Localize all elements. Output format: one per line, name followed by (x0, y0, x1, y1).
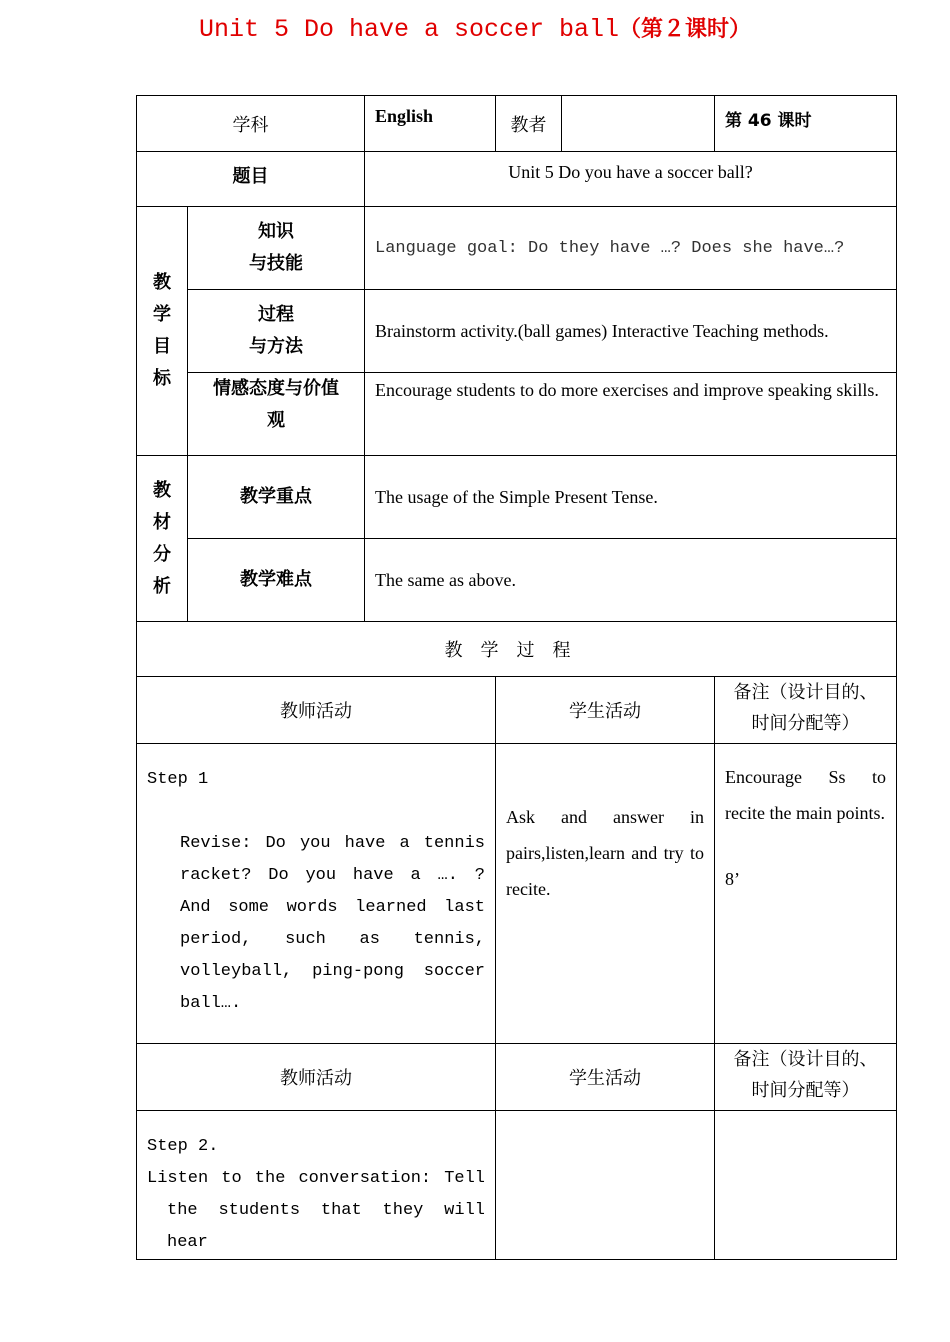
notes-header-line: 时间分配等） (751, 713, 860, 734)
topic-label: 题目 (137, 152, 365, 207)
subject-label: 学科 (137, 96, 365, 152)
analysis-group-cell (137, 456, 188, 622)
step2-row (137, 1111, 897, 1260)
student-activity-header: 学生活动 (496, 1044, 715, 1111)
objectives-group-cell (137, 207, 188, 456)
step1-teacher-cell (137, 744, 496, 1044)
process-header-row (137, 1044, 897, 1111)
objective-row (137, 373, 897, 456)
analysis-text: The usage of the Simple Present Tense. (365, 456, 897, 539)
objective-row (137, 290, 897, 373)
step2-notes-cell (715, 1111, 897, 1260)
notes-header-line: 备注（设计目的、 (733, 682, 878, 703)
analysis-group-label: 教材分析 (153, 479, 171, 597)
step1-student-text: Ask and answer in pairs,listen,learn and try to recite. (496, 744, 715, 1044)
objective-label-line: 与方法 (249, 336, 303, 357)
teacher-activity-header: 教师活动 (137, 677, 496, 744)
objective-label (188, 207, 365, 290)
step1-notes-text: Encourage Ss to recite the main points. (725, 767, 886, 823)
objective-text: Language goal: Do they have …? Does she have…? (365, 207, 897, 290)
analysis-label: 教学难点 (188, 539, 365, 622)
period-value: 第 46 课时 (715, 96, 897, 152)
teacher-label: 教者 (496, 96, 562, 152)
step1-title: Step 1 (147, 770, 209, 789)
step2-teacher-cell (137, 1111, 496, 1260)
teacher-activity-header: 教师活动 (137, 1044, 496, 1111)
analysis-row (137, 456, 897, 539)
step1-notes-cell (715, 744, 897, 1044)
objective-label-line: 过程 (258, 304, 294, 325)
notes-header-line: 时间分配等） (751, 1080, 860, 1101)
objective-text: Brainstorm activity.(ball games) Interactive Teaching methods. (365, 290, 897, 373)
analysis-label: 教学重点 (188, 456, 365, 539)
objective-label (188, 290, 365, 373)
step1-time: 8’ (725, 869, 740, 889)
notes-header (715, 1044, 897, 1111)
objective-text: Encourage students to do more exercises and improve speaking skills. (365, 373, 897, 456)
student-activity-header: 学生活动 (496, 677, 715, 744)
notes-header-line: 备注（设计目的、 (733, 1049, 878, 1070)
step2-teacher-line: the students that they will hear (167, 1201, 485, 1252)
objectives-group-label: 教学目标 (153, 272, 171, 389)
info-row (137, 96, 897, 152)
subject-value: English (365, 96, 496, 152)
title-english: Unit 5 Do have a soccer ball (198, 15, 620, 44)
objective-row (137, 207, 897, 290)
step1-teacher-text: Revise: Do you have a tennis racket? Do you have a …. ? And some words learned last period, such as tennis, volleyball, ping-pong soccer ball…. (180, 834, 485, 1013)
objective-label-line: 与技能 (249, 253, 303, 274)
lesson-plan-table (136, 95, 897, 1260)
analysis-text: The same as above. (365, 539, 897, 622)
step2-teacher-line: Listen to the conversation: Tell (147, 1169, 485, 1188)
analysis-row (137, 539, 897, 622)
topic-value: Unit 5 Do you have a soccer ball? (365, 152, 897, 207)
step1-row (137, 744, 897, 1044)
teacher-value[interactable] (562, 96, 715, 152)
objective-label-line: 观 (267, 410, 285, 431)
objective-label (188, 373, 365, 456)
step2-title: Step 2. (147, 1137, 219, 1156)
document-title (0, 12, 950, 44)
process-title-row (137, 622, 897, 677)
title-chinese: （第２课时） (619, 17, 752, 42)
notes-header (715, 677, 897, 744)
process-header-row (137, 677, 897, 744)
topic-row (137, 152, 897, 207)
objective-label-line: 知识 (258, 221, 294, 242)
objective-label-line: 情感态度与价值 (213, 378, 339, 399)
process-title: 教学过程 (137, 622, 897, 677)
step2-student-cell (496, 1111, 715, 1260)
